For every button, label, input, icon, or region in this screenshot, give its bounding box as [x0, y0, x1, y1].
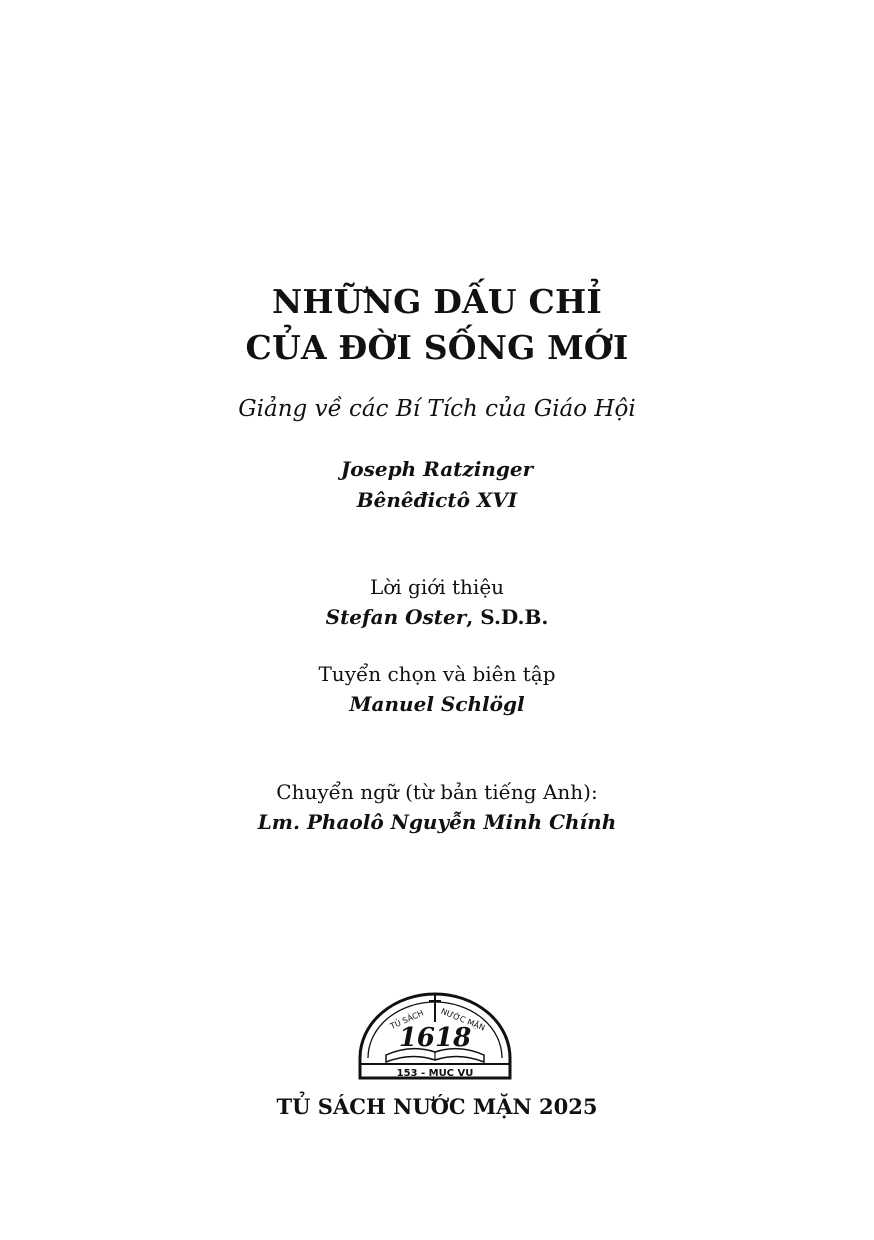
logo-year: 1618 — [398, 1023, 472, 1053]
author-name: Joseph Ratzinger — [340, 457, 534, 481]
logo-series: 153 - MỤC VỤ — [396, 1068, 474, 1079]
publisher-imprint: TỦ SÁCH NƯỚC MẶN 2025 — [276, 1094, 598, 1119]
translator-label: Chuyển ngữ (từ bản tiếng Anh): — [276, 780, 598, 804]
author-papal-name: Bênêđictô XVI — [356, 488, 518, 512]
logo-text-top-left: TỦ SÁCH — [388, 1008, 426, 1032]
logo-text-top-right: NƯỚC MẶN — [439, 1006, 487, 1033]
introduction-author-suffix: , S.D.B. — [466, 605, 549, 629]
translator-name: Lm. Phaolô Nguyễn Minh Chính — [257, 810, 617, 834]
book-title-line-1: NHỮNG DẤU CHỈ — [272, 282, 602, 321]
introduction-author-name: Stefan Oster — [325, 605, 467, 629]
introduction-label: Lời giới thiệu — [369, 575, 505, 599]
book-title-line-2: CỦA ĐỜI SỐNG MỚI — [245, 328, 629, 367]
introduction-author — [0, 605, 874, 629]
book-subtitle: Giảng về các Bí Tích của Giáo Hội — [238, 396, 636, 422]
publisher-logo — [356, 992, 514, 1080]
editor-label: Tuyển chọn và biên tập — [318, 662, 556, 686]
editor-name: Manuel Schlögl — [349, 692, 525, 716]
